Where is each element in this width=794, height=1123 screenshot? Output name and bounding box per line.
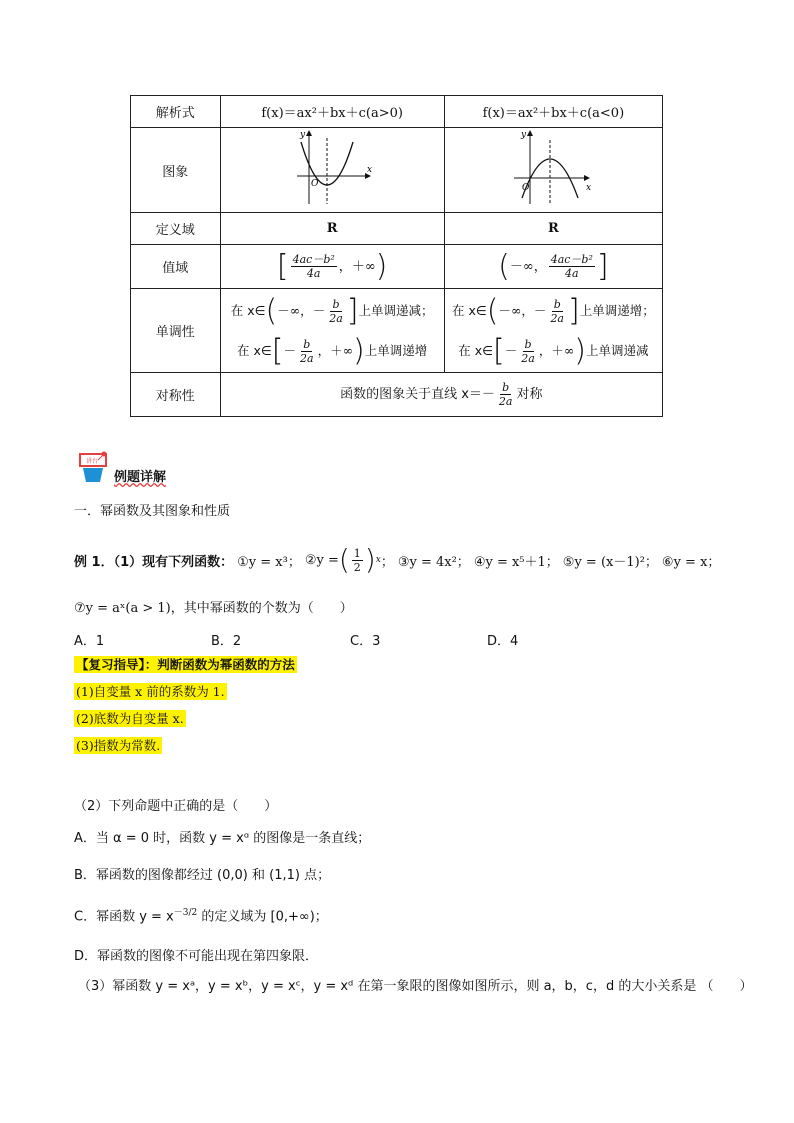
row-label: 解析式: [131, 96, 221, 128]
svg-text:y: y: [300, 130, 306, 140]
q2-option-d: D．幂函数的图像不可能出现在第四象限．: [74, 949, 319, 964]
q2-stem: （2）下列命题中正确的是（ ）: [74, 799, 278, 814]
function-4: ④y = x⁵＋1；: [473, 554, 559, 570]
row-label: 定义域: [131, 213, 221, 245]
function-2: ②y = ( $\frac{1}{2}$ ) x ；: [304, 543, 394, 576]
table-row: [131, 128, 663, 213]
mono-neg-line1: 在 x∈(－∞，－ $\frac{b}{2a}$ ]上单调递增；: [452, 293, 655, 328]
banner-badge: 讲台: [86, 458, 99, 465]
svg-text:O: O: [522, 183, 530, 193]
domain-positive: R: [220, 213, 444, 245]
row-label: 单调性: [131, 289, 221, 373]
row-label: 值域: [131, 245, 221, 289]
q2-option-b: B．幂函数的图像都经过 (0,0) 和 (1,1) 点；: [74, 868, 331, 883]
function-6: ⑥y = x；: [661, 554, 721, 570]
section-heading: 一．幂函数及其图象和性质: [74, 504, 231, 519]
downward-parabola-graph: [508, 128, 598, 208]
q2-option-c: C．幂函数 $y = x^{-3/2}$ 的定义域为 [0,+∞)；: [74, 908, 328, 925]
example1-line1: [74, 545, 720, 575]
option-c: C．3: [350, 634, 381, 649]
range-positive: [ $\frac{\text{4ac－b²}}{4a}$ ，＋∞): [220, 245, 444, 289]
monotonicity-positive: [220, 289, 444, 373]
q2-option-a: A．当 α = 0 时，函数 y = xᵅ 的图像是一条直线；: [74, 831, 371, 846]
svg-text:O: O: [311, 179, 319, 189]
banner-title: 例题详解: [114, 470, 167, 485]
q3-stem: （3）幂函数 y = xᵃ，y = xᵇ，y = xᶜ，y = xᵈ 在第一象限的图像如图所示，则 a，b，c，d 的大小关系是 （ ）: [78, 979, 753, 994]
formula-positive: f(x)＝ax²＋bx＋c(a>0): [220, 96, 444, 128]
example1-line2: ⑦y = aˣ(a > 1)，其中幂函数的个数为（ ）: [74, 601, 353, 616]
section-banner: [74, 448, 174, 488]
table-row: [131, 96, 663, 128]
example1-options: [74, 630, 674, 648]
guide-item-2: (2)底数为自变量 x.: [76, 711, 184, 726]
row-label: 图象: [131, 128, 221, 213]
symmetry-cell: 函数的图象关于直线 x＝－ $\frac{b}{2a}$ 对称: [220, 373, 662, 417]
svg-text:x: x: [367, 165, 373, 175]
option-b: B．2: [211, 634, 242, 649]
option-a: A．1: [74, 634, 105, 649]
mono-pos-line2: 在 x∈[－ $\frac{b}{2a}$ ，＋∞)上单调递增: [237, 333, 428, 368]
mono-pos-line1: 在 x∈(－∞，－ $\frac{b}{2a}$ ]上单调递减；: [230, 293, 434, 328]
row-label: 对称性: [131, 373, 221, 417]
graph-upward-parabola: [220, 128, 444, 213]
function-5: ⑤y = (x－1)²；: [562, 554, 658, 570]
podium-icon: [74, 448, 114, 488]
mono-neg-line2: 在 x∈[－ $\frac{b}{2a}$ ，＋∞)上单调递减: [458, 333, 649, 368]
domain-negative: R: [444, 213, 662, 245]
graph-downward-parabola: [444, 128, 662, 213]
table-row: [131, 289, 663, 373]
guide-item-3: (3)指数为常数.: [76, 738, 161, 753]
guide-title: 【复习指导】：判断函数为幂函数的方法: [76, 657, 295, 672]
option-d: D．4: [487, 634, 519, 649]
table-row: [131, 373, 663, 417]
quadratic-properties-table: [130, 95, 663, 417]
guide-item-1: (1)自变量 x 前的系数为 1.: [76, 684, 225, 699]
table-row: [131, 245, 663, 289]
range-negative: (－∞， $\frac{\text{4ac－b²}}{4a}$ ]: [444, 245, 662, 289]
svg-text:y: y: [521, 130, 527, 140]
monotonicity-negative: [444, 289, 662, 373]
function-3: ③y = 4x²；: [397, 554, 470, 570]
svg-text:x: x: [586, 183, 592, 193]
example1-prefix: 例 1．（1）现有下列函数：: [74, 554, 234, 570]
table-row: [131, 213, 663, 245]
formula-negative: f(x)＝ax²＋bx＋c(a<0): [444, 96, 662, 128]
function-1: ①y = x³；: [237, 554, 301, 570]
upward-parabola-graph: [287, 128, 377, 208]
